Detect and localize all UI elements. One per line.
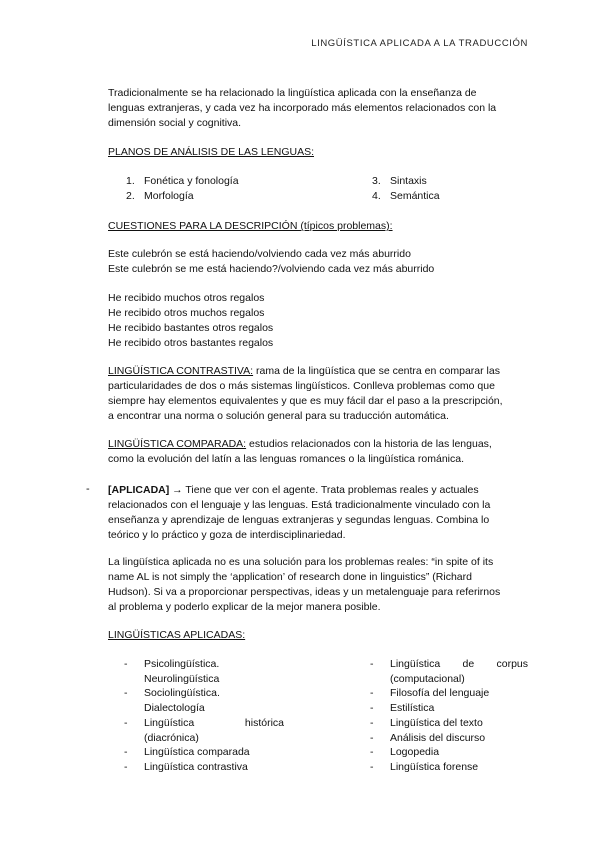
item-number: 4. — [372, 190, 381, 202]
dash-marker: - — [370, 658, 374, 670]
item-text: Lingüística forense — [390, 760, 479, 773]
quote-line: Hudson). Si va a proporcionar perspectivas, ideas y un metalenguaje para referirnos — [108, 586, 501, 598]
item-text: Lingüística contrastiva — [144, 760, 248, 773]
contrastive-term: LINGÜÍSTICA CONTRASTIVA: — [108, 365, 254, 377]
item-text: histórica — [244, 716, 284, 729]
item-text: Lingüística — [144, 716, 195, 729]
list-item — [370, 745, 528, 760]
list-item — [370, 657, 528, 686]
applied-line: teórico y lo práctico y goza de interdisciplinariedad. — [108, 529, 346, 541]
list-item — [126, 189, 194, 204]
item-text: Estilística — [390, 702, 435, 715]
item-text: Lingüística del texto — [390, 716, 483, 729]
list-item — [372, 189, 440, 204]
list-item — [124, 657, 284, 686]
applied-line: enseñanza y aprendizaje de lenguas extranjeras y segundas lenguas. Combina lo — [108, 514, 490, 526]
issues-heading-text: CUESTIONES PARA LA DESCRIPCIÓN (típicos problemas): — [108, 220, 393, 232]
quote-line: al problema y poderlo explicar de la mejor manera posible. — [108, 601, 381, 613]
contrastive-line: particularidades de dos o más sistemas lingüísticos. Conlleva problemas como que — [108, 380, 495, 392]
item-label: Sintaxis — [390, 175, 427, 187]
applied-term: [APLICADA] — [108, 484, 170, 496]
item-text-row — [390, 657, 528, 672]
issues-heading — [108, 219, 528, 234]
applied-list-left — [124, 657, 284, 775]
intro-line: Tradicionalmente se ha relacionado la lingüística aplicada con la enseñanza de — [108, 87, 477, 99]
quote-line: name AL is not simply the ‘application’ of research done in linguistics” (Richard — [108, 571, 472, 583]
applied-list-heading-text: LINGÜÍSTICAS APLICADAS: — [108, 629, 246, 641]
applied-list-right — [370, 657, 528, 775]
quote-paragraph — [108, 555, 528, 615]
list-item — [126, 174, 239, 189]
dash-marker: - — [370, 760, 374, 773]
dash-marker: - — [370, 702, 374, 715]
arrow-glyph: → — [169, 484, 186, 496]
item-label: Fonética y fonología — [144, 175, 239, 187]
dash-marker: - — [124, 716, 128, 729]
example-sentence: Este culebrón se está haciendo/volviendo cada vez más aburrido — [108, 248, 411, 260]
planes-heading — [108, 145, 528, 160]
item-label: Morfología — [144, 190, 194, 202]
dash-marker: - — [370, 687, 374, 700]
item-number: 2. — [126, 190, 135, 202]
quote-line: La lingüística aplicada no es una solución para los problemas reales: “in spite of its — [108, 556, 494, 568]
applied-paragraph — [108, 483, 528, 543]
item-text: Psicolingüística. — [144, 658, 220, 670]
item-text: (diacrónica) — [144, 731, 199, 744]
item-text: Logopedia — [390, 746, 440, 759]
applied-line: Tiene que ver con el agente. Trata problemas reales y actuales — [185, 484, 479, 496]
dash-marker: - — [370, 731, 374, 744]
list-item — [370, 716, 528, 731]
example-sentence: He recibido otros bastantes regalos — [108, 337, 274, 349]
list-item — [370, 686, 528, 701]
examples-group-1 — [108, 247, 528, 277]
applied-list-heading — [108, 628, 528, 643]
item-text: (computacional) — [390, 672, 465, 685]
dash-marker: - — [124, 760, 128, 773]
applied-line: relacionados con el lenguaje y las lenguas. Está tradicionalmente vinculado con la — [108, 499, 491, 511]
item-text: Sociolingüística. — [144, 687, 220, 700]
item-text: Análisis del discurso — [390, 731, 486, 744]
intro-line: dimensión social y cognitiva. — [108, 117, 242, 129]
running-header: LINGÜÍSTICA APLICADA A LA TRADUCCIÓN — [311, 38, 528, 49]
list-item — [124, 686, 284, 715]
item-text: Neurolingüística — [144, 672, 220, 685]
compared-paragraph — [108, 437, 528, 467]
list-item — [372, 174, 427, 189]
compared-line: estudios relacionados con la historia de las lenguas, — [246, 438, 492, 450]
planes-heading-text: PLANOS DE ANÁLISIS DE LAS LENGUAS: — [108, 146, 314, 158]
list-item — [124, 745, 284, 760]
example-sentence: He recibido otros muchos regalos — [108, 307, 265, 319]
list-item — [370, 760, 528, 775]
dash-marker: - — [124, 687, 128, 700]
list-item — [124, 760, 284, 775]
item-text: Filosofía del lenguaje — [390, 687, 490, 700]
contrastive-paragraph — [108, 364, 528, 424]
compared-line: como la evolución del latín a las lenguas romances o la lingüística románica. — [108, 453, 465, 465]
item-text: Lingüística comparada — [144, 746, 250, 759]
item-text: Dialectología — [144, 702, 205, 715]
item-text: Lingüística — [390, 658, 441, 670]
example-sentence: He recibido muchos otros regalos — [108, 292, 265, 304]
item-text: corpus — [496, 658, 528, 670]
intro-line: lenguas extranjeras, y cada vez ha incorporado más elementos relacionados con la — [108, 102, 497, 114]
contrastive-line: rama de la lingüística que se centra en comparar las — [253, 365, 500, 377]
item-text-row — [144, 716, 284, 731]
contrastive-line: siempre hay elementos equivalentes y que es muy fácil dar el paso a la prescripción, — [108, 395, 503, 407]
item-text: de — [462, 658, 475, 670]
compared-term: LINGÜÍSTICA COMPARADA: — [108, 438, 247, 450]
bullet-dash: - — [86, 483, 90, 495]
examples-group-2 — [108, 291, 528, 351]
example-sentence: Este culebrón se me está haciendo?/volviendo cada vez más aburrido — [108, 263, 435, 275]
example-sentence: He recibido bastantes otros regalos — [108, 322, 274, 334]
list-item — [124, 716, 284, 745]
list-item — [370, 731, 528, 746]
item-label: Semántica — [390, 190, 440, 202]
item-number: 3. — [372, 175, 381, 187]
list-item — [370, 701, 528, 716]
dash-marker: - — [370, 716, 374, 729]
intro-paragraph — [108, 86, 528, 131]
item-number: 1. — [126, 175, 135, 187]
dash-marker: - — [370, 746, 374, 759]
dash-marker: - — [124, 658, 128, 670]
contrastive-line: a encontrar una norma o solución general para su traducción automática. — [108, 410, 449, 422]
dash-marker: - — [124, 746, 128, 759]
